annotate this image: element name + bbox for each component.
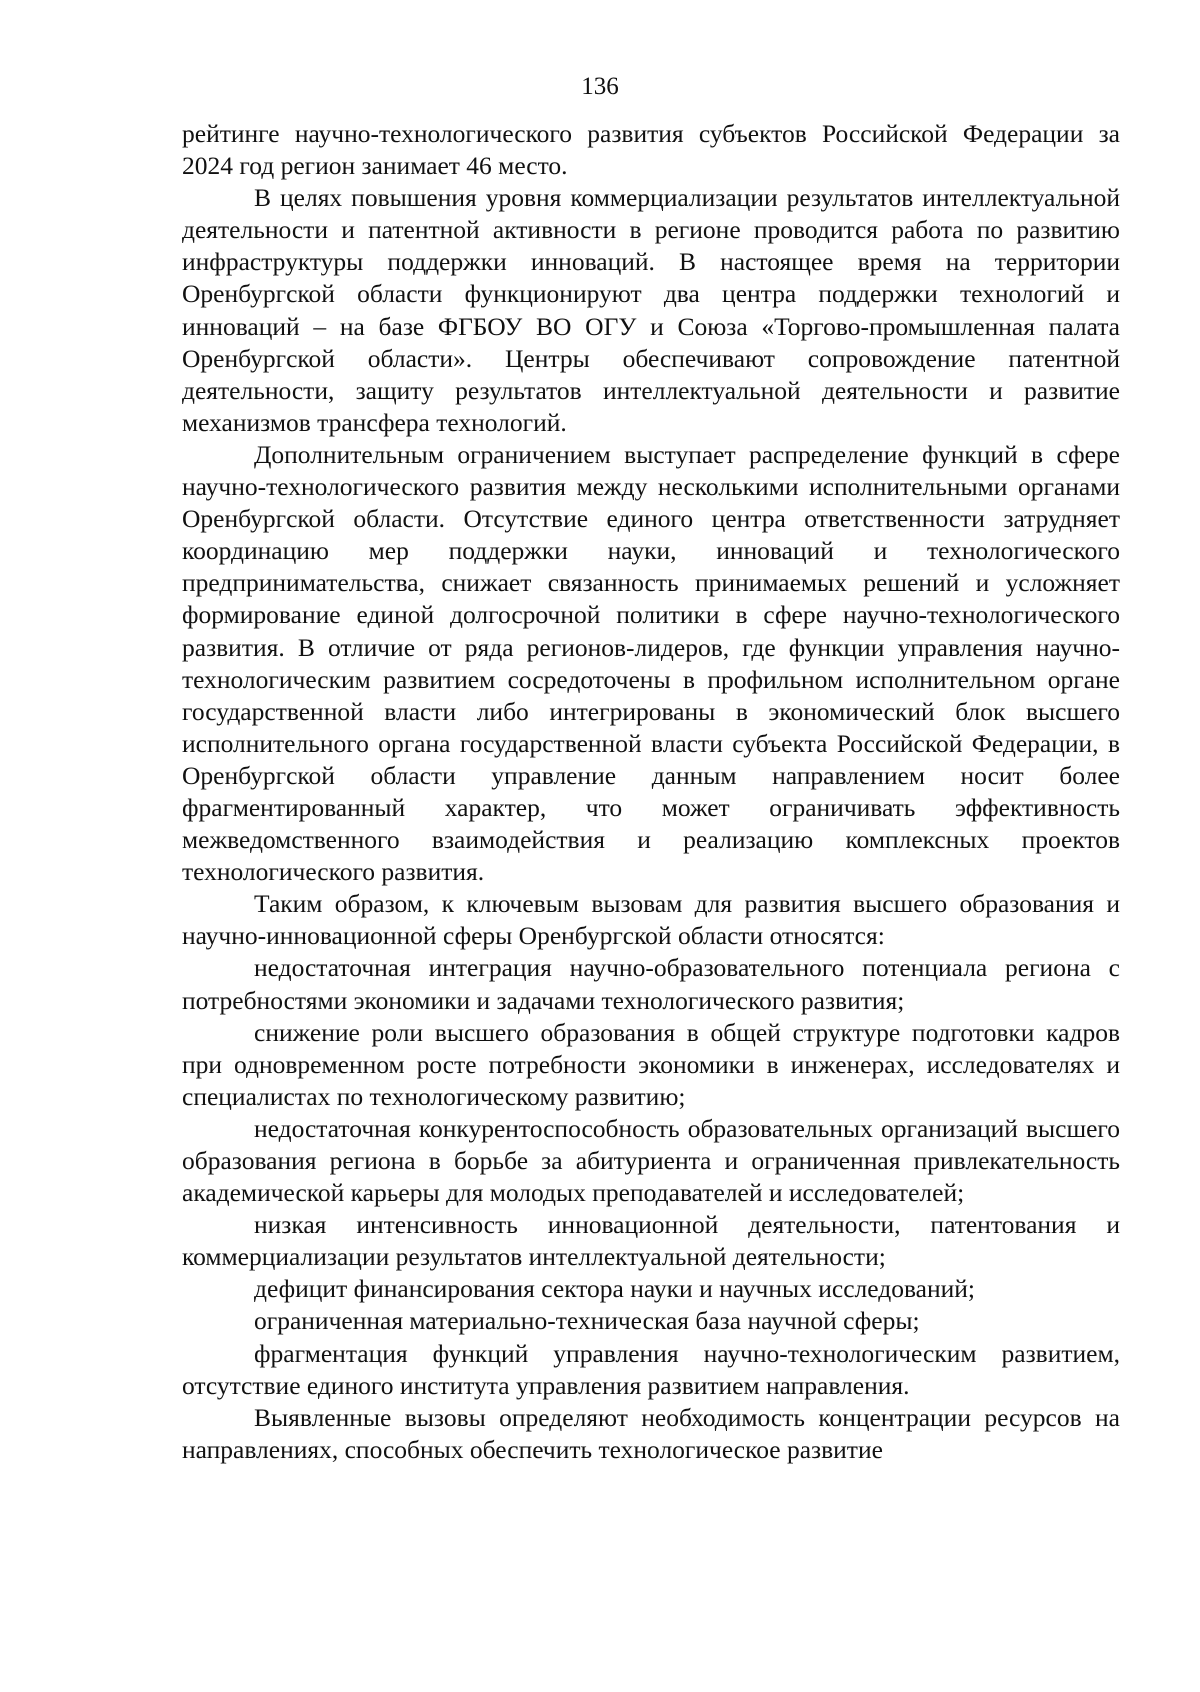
paragraph-continued-rating: рейтинге научно-технологического развития субъектов Российской Федерации за 2024 год регион занимает 46 место. (182, 119, 1120, 181)
paragraph-innovation-infrastructure: В целях повышения уровня коммерциализации результатов интеллектуальной деятельности и патентной активности в регионе проводится работа по развитию инфраструктуры поддержки инноваций. В настоящее время на территории Оренбургской области функционируют два центра поддержки технологий и инноваций – на базе ФГБОУ ВО ОГУ и Союза «Торгово-промышленная палата Оренбургской области». Центры обеспечивают сопровождение патентной деятельности, защиту результатов интеллектуальной деятельности и развитие механизмов трансфера технологий. (182, 183, 1120, 437)
paragraph-functional-fragmentation: Дополнительным ограничением выступает распределение функций в сфере научно-технологического развития между несколькими исполнительными органами Оренбургской области. Отсутствие единого центра ответственности затрудняет координацию мер поддержки науки, инноваций и технологического предпринимательства, снижает связанность принимаемых решений и усложняет формирование единой долгосрочной политики в сфере научно-технологического развития. В отличие от ряда регионов-лидеров, где функции управления научно-технологическим развитием сосредоточены в профильном исполнительном органе государственной власти либо интегрированы в экономический блок высшего исполнительного органа государственной власти субъекта Российской Федерации, в Оренбургской области управление данным направлением носит более фрагментированный характер, что может ограничивать эффективность межведомственного взаимодействия и реализацию комплексных проектов технологического развития. (182, 439, 1120, 887)
body-text (182, 118, 1120, 1466)
challenge-item: фрагментация функций управления научно-технологическим развитием, отсутствие единого института управления развитием направления. (182, 1338, 1120, 1400)
challenge-item: дефицит финансирования сектора науки и научных исследований; (254, 1274, 976, 1304)
paragraph-key-challenges-intro: Таким образом, к ключевым вызовам для развития высшего образования и научно-инновационной сферы Оренбургской области относятся: (182, 889, 1120, 951)
challenge-item: низкая интенсивность инновационной деятельности, патентования и коммерциализации результатов интеллектуальной деятельности; (182, 1210, 1120, 1272)
paragraph-identified-challenges: Выявленные вызовы определяют необходимость концентрации ресурсов на направлениях, способных обеспечить технологическое развитие (182, 1402, 1120, 1464)
challenge-item: снижение роли высшего образования в общей структуре подготовки кадров при одновременном росте потребности экономики в инженерах, исследователях и специалистах по технологическому развитию; (182, 1017, 1120, 1111)
challenge-item: недостаточная конкурентоспособность образовательных организаций высшего образования региона в борьбе за абитуриента и ограниченная привлекательность академической карьеры для молодых преподавателей и исследователей; (182, 1113, 1120, 1208)
page-number: 136 (581, 73, 619, 100)
challenge-item: недостаточная интеграция научно-образовательного потенциала региона с потребностями экономики и задачами технологического развития; (182, 953, 1120, 1015)
challenge-item: ограниченная материально-техническая база научной сферы; (254, 1306, 920, 1336)
